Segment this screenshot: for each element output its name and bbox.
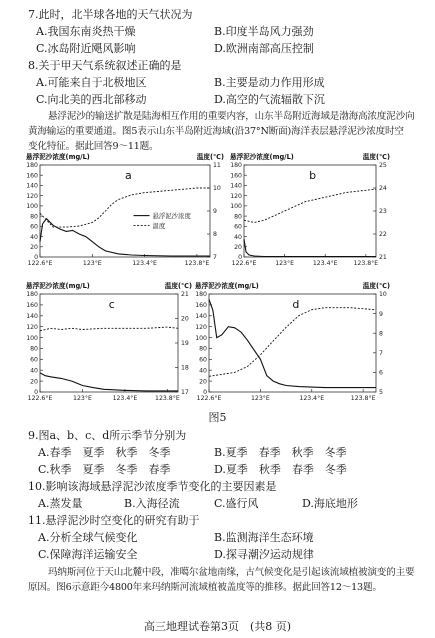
x-tick-label: 123.8°E <box>155 395 180 402</box>
left-tick-label: 0 <box>34 254 38 262</box>
x-tick-label: 123°E <box>275 260 295 267</box>
right-tick-label: 8 <box>379 330 383 338</box>
left-tick-label: 60 <box>199 356 207 364</box>
q9-option-c[interactable]: C.秋季 夏季 冬季 春季 <box>38 463 171 476</box>
right-tick-label: 6 <box>379 369 383 377</box>
x-tick-label: 123.8°E <box>184 260 210 267</box>
x-tick-label: 123.4°E <box>299 395 325 402</box>
right-tick-label: 18 <box>181 364 189 372</box>
left-tick-label: 40 <box>234 233 242 241</box>
right-tick-label: 7 <box>213 254 217 262</box>
left-tick-label: 160 <box>26 172 38 180</box>
q9-option-b[interactable]: B.夏季 春季 秋季 冬季 <box>214 446 347 459</box>
right-tick-label: 22 <box>379 231 387 239</box>
q8-option-d[interactable]: D.高空的气流辐散下沉 <box>214 93 325 106</box>
sediment-concentration-line <box>40 373 178 391</box>
chart-panel-b <box>230 152 390 267</box>
right-tick-label: 25 <box>379 162 387 170</box>
q7-option-b[interactable]: B.印度半岛风力强劲 <box>214 25 314 38</box>
passage1-line-3: 变化特征。据此回答9～11题。 <box>28 141 159 152</box>
figure-caption: 图5 <box>208 411 227 424</box>
right-tick-label: 7 <box>379 350 383 357</box>
left-tick-label: 40 <box>30 233 38 241</box>
q9-option-a[interactable]: A.春季 夏季 秋季 冬季 <box>38 446 171 459</box>
chart-panel-a <box>26 152 224 267</box>
x-tick-label: 123.8°E <box>350 395 376 402</box>
q7-option-c[interactable]: C.冰岛附近飓风影响 <box>36 42 136 55</box>
left-tick-label: 160 <box>230 172 242 180</box>
right-tick-label: 20 <box>181 315 189 323</box>
right-tick-label: 11 <box>213 162 221 170</box>
q7-option-a[interactable]: A.我国东南炎热干燥 <box>36 25 136 38</box>
right-axis-title: 温度(℃) <box>164 282 192 290</box>
right-tick-label: 9 <box>213 208 217 216</box>
left-tick-label: 160 <box>195 302 207 310</box>
legend-label: 悬浮泥沙浓度 <box>152 211 191 220</box>
left-tick-label: 120 <box>195 323 207 331</box>
left-tick-label: 0 <box>203 389 207 397</box>
left-tick-label: 80 <box>199 345 207 353</box>
q7-option-d[interactable]: D.欧洲南部高压控制 <box>214 42 314 55</box>
left-tick-label: 20 <box>234 243 242 251</box>
q10-option-c[interactable]: C.盛行风 <box>214 497 259 510</box>
q11-option-a[interactable]: A.分析全球气候变化 <box>38 531 138 544</box>
chart-panel-c <box>26 281 192 402</box>
figure-5 <box>0 148 435 410</box>
x-tick-label: 123.4°E <box>132 260 157 267</box>
left-tick-label: 20 <box>199 378 207 386</box>
q10-option-d[interactable]: D.海底地形 <box>302 497 358 510</box>
left-axis-title: 悬浮泥沙浓度(mg/L) <box>195 282 259 290</box>
sediment-concentration-line <box>244 239 376 256</box>
left-tick-label: 100 <box>26 203 38 211</box>
left-tick-label: 20 <box>30 243 38 251</box>
left-tick-label: 120 <box>26 323 38 331</box>
left-axis-title: 悬浮泥沙浓度(mg/L) <box>230 153 294 161</box>
panel-label: a <box>125 169 132 182</box>
q7-stem: 7.此时，北半球各地的天气状况为 <box>28 8 193 21</box>
q9-option-d[interactable]: D.夏季 秋季 春季 冬季 <box>214 463 347 476</box>
left-tick-label: 80 <box>30 213 38 221</box>
x-tick-label: 123.4°E <box>112 395 138 402</box>
sediment-concentration-line <box>209 299 376 387</box>
left-tick-label: 40 <box>199 367 207 375</box>
left-tick-label: 140 <box>195 312 207 320</box>
right-axis-title: 温度(℃) <box>196 153 224 161</box>
x-tick-label: 123°E <box>82 260 102 267</box>
left-tick-label: 120 <box>230 192 242 200</box>
left-tick-label: 180 <box>195 291 207 299</box>
q11-stem: 11.悬浮泥沙时空变化的研究有助于 <box>28 514 200 527</box>
left-tick-label: 100 <box>195 334 207 342</box>
x-tick-label: 123°E <box>250 395 270 402</box>
left-tick-label: 80 <box>30 345 38 353</box>
left-tick-label: 20 <box>30 378 38 386</box>
q8-stem: 8.关于甲天气系统叙述正确的是 <box>28 59 182 72</box>
left-axis-title: 悬浮泥沙浓度(mg/L) <box>26 282 90 290</box>
right-tick-label: 10 <box>379 291 387 299</box>
passage2-line-1: 玛纳斯河位于天山北麓中段，准噶尔盆地南缘，古气候变化是引起该流域植被演变的主要 <box>48 567 415 578</box>
passage2-line-2: 原因。图6示意距今4800年来玛纳斯河流域植被盖度等的推移。据此回答12～13题。 <box>28 582 382 593</box>
right-tick-label: 24 <box>379 185 387 193</box>
chart-panel-d <box>195 281 390 402</box>
x-tick-label: 123.8°E <box>353 260 379 267</box>
right-tick-label: 21 <box>181 291 189 299</box>
page-footer: 高三地理试卷第3页 (共8 页) <box>143 620 292 633</box>
x-tick-label: 123°E <box>73 395 92 402</box>
left-tick-label: 160 <box>26 302 38 310</box>
q10-option-a[interactable]: A.蒸发量 <box>38 497 83 510</box>
right-tick-label: 19 <box>181 340 189 348</box>
left-tick-label: 180 <box>26 291 38 299</box>
x-tick-label: 122.6°E <box>196 395 222 402</box>
left-tick-label: 60 <box>234 223 242 231</box>
right-axis-title: 温度(℃) <box>362 153 390 161</box>
temperature-line <box>40 188 210 227</box>
x-tick-label: 123.4°E <box>312 260 338 267</box>
right-tick-label: 9 <box>379 310 383 318</box>
q11-option-d[interactable]: D.探寻潮汐运动规律 <box>214 548 314 561</box>
panel-label: c <box>108 298 115 311</box>
left-tick-label: 60 <box>30 223 38 231</box>
right-tick-label: 10 <box>213 185 221 193</box>
q9-stem: 9.图a、b、c、d所示季节分别为 <box>28 429 187 442</box>
x-tick-label: 122.6°E <box>231 260 257 267</box>
q8-option-a[interactable]: A.可能来自于北极地区 <box>36 76 147 89</box>
q11-option-c[interactable]: C.保障海洋运输安全 <box>38 548 138 561</box>
right-tick-label: 21 <box>379 254 387 262</box>
left-tick-label: 100 <box>230 203 242 211</box>
left-tick-label: 140 <box>230 182 242 190</box>
right-tick-label: 5 <box>379 389 383 397</box>
panel-label: d <box>292 298 300 311</box>
legend-label: 温度 <box>152 221 166 230</box>
left-axis-title: 悬浮泥沙浓度(mg/L) <box>26 153 90 161</box>
x-tick-label: 122.6°E <box>27 395 53 402</box>
right-tick-label: 8 <box>213 231 217 239</box>
left-tick-label: 140 <box>26 182 38 190</box>
left-tick-label: 60 <box>30 356 38 364</box>
right-tick-label: 23 <box>379 208 387 216</box>
right-tick-label: 17 <box>181 389 189 397</box>
q11-option-b[interactable]: B.监测海洋生态环境 <box>214 531 314 544</box>
passage1-line-2: 黄海输运的重要通道。图5表示山东半岛附近海域(沿37°N断面)海洋表层悬浮泥沙浓度时空 <box>28 126 404 137</box>
sediment-concentration-line <box>40 219 210 256</box>
temperature-line <box>209 308 376 377</box>
panel-label: b <box>309 169 317 182</box>
left-tick-label: 120 <box>26 192 38 200</box>
q8-option-b[interactable]: B.主要是动力作用形成 <box>214 76 325 89</box>
q8-option-c[interactable]: C.向北美的西北部移动 <box>36 93 147 106</box>
left-tick-label: 100 <box>26 334 38 342</box>
temperature-line <box>40 327 178 331</box>
left-tick-label: 0 <box>34 389 38 397</box>
x-tick-label: 122.6°E <box>27 260 53 267</box>
q10-stem: 10.影响该海域悬浮泥沙浓度季节变化的主要因素是 <box>28 480 277 493</box>
q10-option-b[interactable]: B.入海径流 <box>124 497 180 510</box>
left-tick-label: 140 <box>26 312 38 320</box>
left-tick-label: 0 <box>238 254 242 262</box>
passage1-line-1: 悬浮泥沙的输送扩散是陆海相互作用的重要内容，山东半岛附近海域是渤海高浓度泥沙向 <box>48 111 415 122</box>
left-tick-label: 80 <box>234 213 242 221</box>
left-tick-label: 40 <box>30 367 38 375</box>
right-axis-title: 温度(℃) <box>362 282 390 290</box>
temperature-line <box>244 189 376 222</box>
left-tick-label: 180 <box>26 162 38 170</box>
left-tick-label: 180 <box>230 162 242 170</box>
